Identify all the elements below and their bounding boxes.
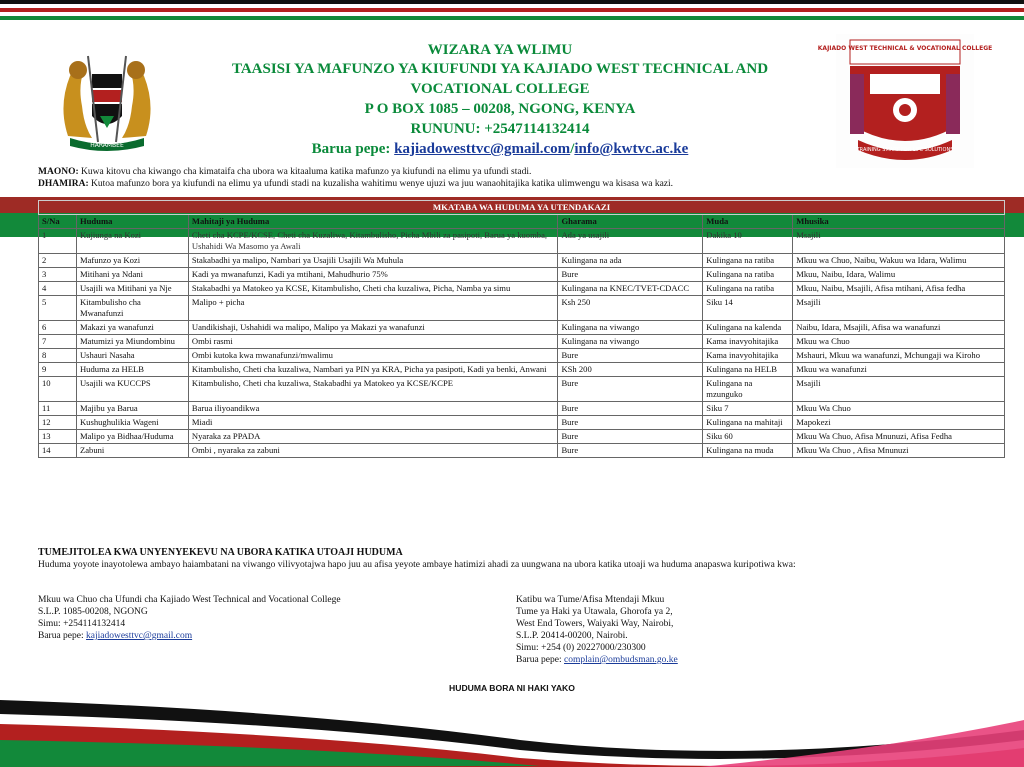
table-cell: 13 <box>39 430 77 444</box>
table-cell: 3 <box>39 268 77 282</box>
commitment-heading: TUMEJITOLEA KWA UNYENYEKEVU NA UBORA KATIKA UTOAJI HUDUMA <box>38 547 403 558</box>
table-row <box>39 444 1005 458</box>
bottom-wave-decoration <box>0 700 1024 767</box>
top-flag-band <box>0 0 1024 24</box>
table-cell: Kulingana na ratiba <box>703 268 793 282</box>
table-cell: Kulingana na viwango <box>558 321 703 335</box>
table-cell: Mafunzo ya Kozi <box>76 254 188 268</box>
table-cell: 10 <box>39 377 77 402</box>
header <box>0 24 1024 164</box>
table-cell: Stakabadhi ya malipo, Nambari ya Usajili Usajili Wa Muhula <box>188 254 558 268</box>
table-row <box>39 296 1005 321</box>
email-link-gmail[interactable]: kajiadowesttvc@gmail.com <box>394 141 571 157</box>
table-cell: Mkuu wa Chuo, Naibu, Wakuu wa Idara, Walimu <box>793 254 1005 268</box>
email-link-info[interactable]: info@kwtvc.ac.ke <box>574 141 689 157</box>
column-header: Gharama <box>558 215 703 229</box>
table-cell: Ombi , nyaraka za zabuni <box>188 444 558 458</box>
table-cell: Mkuu wa wanafunzi <box>793 363 1005 377</box>
table-cell: Makazi ya wanafunzi <box>76 321 188 335</box>
column-header: Muda <box>703 215 793 229</box>
table-cell: Bure <box>558 377 703 402</box>
table-cell: Kama inavyohitajika <box>703 349 793 363</box>
table-cell: Ksh 250 <box>558 296 703 321</box>
coat-of-arms-icon <box>48 46 166 156</box>
column-header: S/Na <box>39 215 77 229</box>
table-cell: Msajili <box>793 296 1005 321</box>
table-caption: MKATABA WA HUDUMA YA UTENDAKAZI <box>39 201 1005 215</box>
email-line: Barua pepe: kajiadowesttvc@gmail.com/info@kwtvc.ac.ke <box>311 141 689 157</box>
table-row <box>39 282 1005 296</box>
motto: HUDUMA BORA NI HAKI YAKO <box>449 683 575 693</box>
column-header: Mahitaji ya Huduma <box>188 215 558 229</box>
table-cell: Naibu, Idara, Msajili, Afisa wa wanafunzi <box>793 321 1005 335</box>
table-cell: Barua iliyoandikwa <box>188 402 558 416</box>
vision-mission-block <box>38 166 998 190</box>
table-cell: Kulingana na kalenda <box>703 321 793 335</box>
table-row <box>39 268 1005 282</box>
table-cell: Mkuu wa Chuo <box>793 335 1005 349</box>
table-row <box>39 349 1005 363</box>
table-row <box>39 254 1005 268</box>
institution-title-block <box>204 24 796 166</box>
table-cell: 14 <box>39 444 77 458</box>
service-charter-table-wrap <box>38 200 1005 458</box>
table-cell: Kulingana na viwango <box>558 335 703 349</box>
table-cell: Kitambulisho cha Mwanafunzi <box>76 296 188 321</box>
svg-text:HARAMBEE: HARAMBEE <box>90 142 124 149</box>
table-cell: Nyaraka za PPADA <box>188 430 558 444</box>
table-cell: Ombi rasmi <box>188 335 558 349</box>
institution-name-line2: VOCATIONAL COLLEGE <box>410 81 590 97</box>
table-cell: Kulingana na ada <box>558 254 703 268</box>
table-cell: 5 <box>39 296 77 321</box>
svg-text:KAJIADO WEST TECHNICAL & VOCAT: KAJIADO WEST TECHNICAL & VOCATIONAL COLLEGE <box>817 45 993 52</box>
table-cell: Mkuu Wa Chuo , Afisa Mnunuzi <box>793 444 1005 458</box>
table-cell: Zabuni <box>76 444 188 458</box>
commitment-text: Huduma yoyote inayotolewa ambayo haiambatani na viwango vilivyotajwa hapo juu au afisa yeyote ambaye hatimizi ahadi za uungwana na ubora katika utoaji wa huduma anapaswa kuripotiwa kwa: <box>38 560 796 570</box>
table-cell: Ada ya usajili <box>558 229 703 254</box>
table-cell: 6 <box>39 321 77 335</box>
table-cell: Kulingana na HELB <box>703 363 793 377</box>
table-cell: Bure <box>558 444 703 458</box>
table-cell: Mshauri, Mkuu wa wanafunzi, Mchungaji wa Kiroho <box>793 349 1005 363</box>
table-cell: Kulingana na mahitaji <box>703 416 793 430</box>
college-email-link[interactable]: kajiadowesttvc@gmail.com <box>86 631 193 641</box>
phone-number: RUNUNU: +2547114132414 <box>410 121 590 137</box>
table-cell: Bure <box>558 349 703 363</box>
mission-line: DHAMIRA: Kutoa mafunzo bora ya kiufundi na elimu ya ufundi stadi na kuzalisha wahitimu wenye ujuzi wa juu wanaohitajika katika ulimwengu wa kisasa wa kazi. <box>38 179 674 189</box>
table-cell: Bure <box>558 268 703 282</box>
table-cell: 7 <box>39 335 77 349</box>
commitment-block <box>38 547 998 571</box>
table-cell: Mkuu Wa Chuo, Afisa Mnunuzi, Afisa Fedha <box>793 430 1005 444</box>
service-charter-table <box>38 200 1005 458</box>
vision-line: MAONO: Kuwa kitovu cha kiwango cha kimataifa cha ubora wa kitaaluma katika mafunzo ya kiufundi na elimu ya ufundi stadi. <box>38 167 532 177</box>
table-cell: KSh 200 <box>558 363 703 377</box>
table-cell: Mkuu, Naibu, Idara, Walimu <box>793 268 1005 282</box>
contact-college: Mkuu wa Chuo cha Ufundi cha Kajiado West Technical and Vocational College S.L.P. 1085-00208, NGONG Simu: +254114132414 Barua pepe: kajiadowesttvc@gmail.com <box>38 595 341 641</box>
table-cell: Msajili <box>793 377 1005 402</box>
column-header: Huduma <box>76 215 188 229</box>
table-cell: Ombi kutoka kwa mwanafunzi/mwalimu <box>188 349 558 363</box>
table-cell: Siku 14 <box>703 296 793 321</box>
table-cell: Kulingana na mzunguko <box>703 377 793 402</box>
table-cell: Mkuu, Naibu, Msajili, Afisa mtihani, Afisa fedha <box>793 282 1005 296</box>
table-cell: Kulingana na ratiba <box>703 254 793 268</box>
table-cell: Kulingana na muda <box>703 444 793 458</box>
table-row <box>39 363 1005 377</box>
table-cell: Kulingana na ratiba <box>703 282 793 296</box>
table-header-row <box>39 215 1005 229</box>
table-cell: Uandikishaji, Ushahidi wa malipo, Malipo ya Makazi ya wanafunzi <box>188 321 558 335</box>
table-row <box>39 430 1005 444</box>
table-cell: Kitambulisho, Cheti cha kuzaliwa, Nambari ya PIN ya KRA, Picha ya pasipoti, Kadi ya benki, Anwani <box>188 363 558 377</box>
table-cell: Bure <box>558 416 703 430</box>
contact-ombudsman: Katibu wa Tume/Afisa Mtendaji Mkuu Tume ya Haki ya Utawala, Ghorofa ya 2, West End Towers, Waiyaki Way, Nairobi, S.L.P. 20414-00200, Nairobi. Simu: +254 (0) 20227000/230300 Barua pepe: complain@ombudsman.go.ke <box>516 595 678 665</box>
table-cell: Kujiunga na Kozi <box>76 229 188 254</box>
table-cell: Kadi ya mwanafunzi, Kadi ya mtihani, Mahudhurio 75% <box>188 268 558 282</box>
table-cell: 2 <box>39 254 77 268</box>
table-cell: Kushughulikia Wageni <box>76 416 188 430</box>
table-cell: Miadi <box>188 416 558 430</box>
po-box: P O BOX 1085 – 00208, NGONG, KENYA <box>364 101 636 117</box>
table-cell: Bure <box>558 402 703 416</box>
table-cell: Kitambulisho, Cheti cha kuzaliwa, Stakabadhi ya Matokeo ya KCSE/KCPE <box>188 377 558 402</box>
table-cell: Siku 7 <box>703 402 793 416</box>
table-cell: Siku 60 <box>703 430 793 444</box>
table-cell: Huduma za HELB <box>76 363 188 377</box>
table-cell: Majibu ya Barua <box>76 402 188 416</box>
table-cell: Kama inavyohitajika <box>703 335 793 349</box>
table-cell: 8 <box>39 349 77 363</box>
table-cell: 4 <box>39 282 77 296</box>
table-cell: Matumizi ya Miundombinu <box>76 335 188 349</box>
table-cell: 12 <box>39 416 77 430</box>
table-row <box>39 321 1005 335</box>
table-cell: Dakika 10 <box>703 229 793 254</box>
column-header: Mhusika <box>793 215 1005 229</box>
table-cell: 9 <box>39 363 77 377</box>
table-cell: Bure <box>558 430 703 444</box>
table-row <box>39 416 1005 430</box>
table-cell: Mkuu Wa Chuo <box>793 402 1005 416</box>
college-logo-icon <box>817 34 993 168</box>
institution-name-line1: TAASISI YA MAFUNZO YA KIUFUNDI YA KAJIADO WEST TECHNICAL AND <box>231 61 769 77</box>
table-cell: Usajili wa Mitihani ya Nje <box>76 282 188 296</box>
table-row <box>39 229 1005 254</box>
table-cell: Mapokezi <box>793 416 1005 430</box>
table-cell: Cheti cha KCPE/KCSE, Cheti cha Kuzaliwa, Kitambulisho, Picha Mbili za pasipoti, Barua ya kuomba, Ushahidi Wa Masomo ya Awali <box>188 229 558 254</box>
table-cell: Msajili <box>793 229 1005 254</box>
table-cell: Mitihani ya Ndani <box>76 268 188 282</box>
ministry-name: WIZARA YA WLIMU <box>427 42 573 58</box>
table-row <box>39 377 1005 402</box>
ombudsman-email-link[interactable]: complain@ombudsman.go.ke <box>564 655 678 665</box>
table-cell: 1 <box>39 229 77 254</box>
table-cell: Kulingana na KNEC/TVET-CDACC <box>558 282 703 296</box>
table-cell: Malipo + picha <box>188 296 558 321</box>
table-cell: Stakabadhi ya Matokeo ya KCSE, Kitambulisho, Cheti cha kuzaliwa, Picha, Namba ya simu <box>188 282 558 296</box>
svg-text:TRAINING SMART FOR LIFE SOLUTI: TRAINING SMART FOR LIFE SOLUTIONS <box>856 147 954 153</box>
table-row <box>39 335 1005 349</box>
table-cell: Malipo ya Bidhaa/Huduma <box>76 430 188 444</box>
table-cell: 11 <box>39 402 77 416</box>
table-row <box>39 402 1005 416</box>
table-cell: Ushauri Nasaha <box>76 349 188 363</box>
table-cell: Usajili wa KUCCPS <box>76 377 188 402</box>
